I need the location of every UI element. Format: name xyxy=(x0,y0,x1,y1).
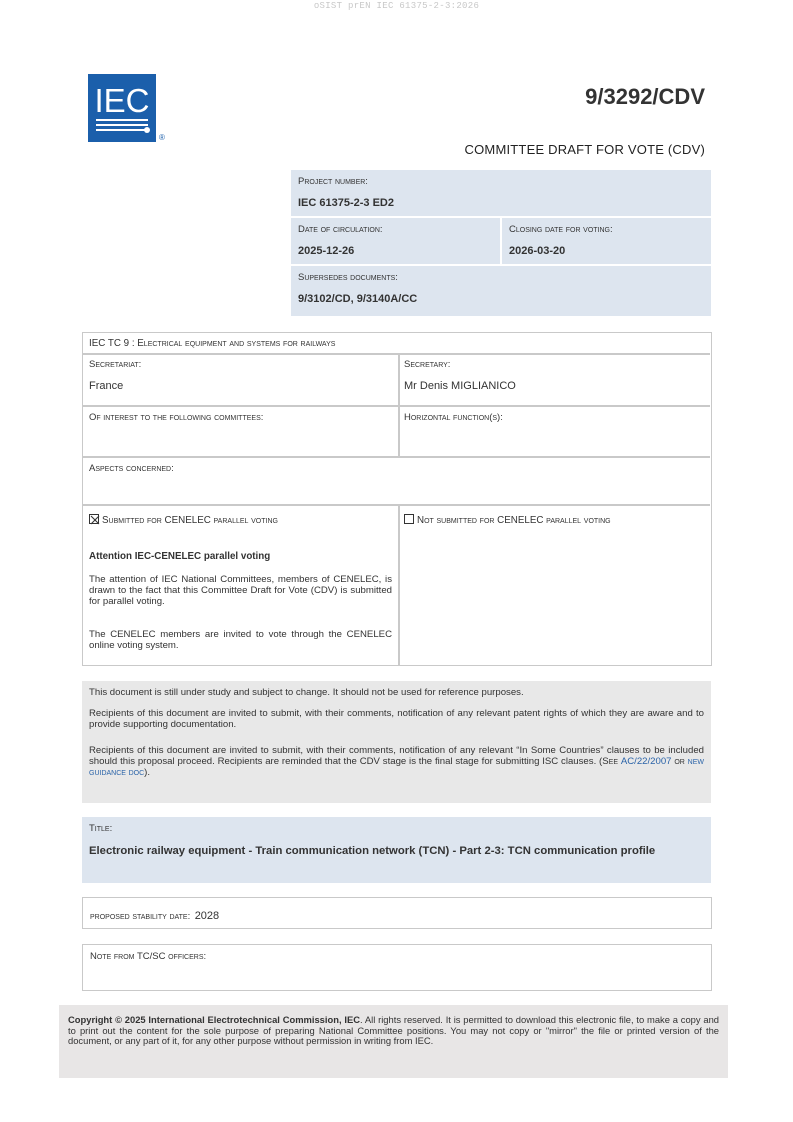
officers-note-label: Note from TC/SC officers: xyxy=(90,951,207,962)
attention-paragraph-1: The attention of IEC National Committees, members of CENELEC, is drawn to the fact that this Committee Draft for Vote (CDV) is submitted for parallel voting. xyxy=(89,574,392,607)
stability-date-value: 2028 xyxy=(194,910,220,922)
closing-date-label: Closing date for voting: xyxy=(509,224,613,235)
registered-mark: ® xyxy=(159,133,165,142)
copyright-text xyxy=(68,1015,719,1047)
stability-date-label: proposed stability date: xyxy=(90,911,191,922)
secretary-cell xyxy=(404,359,516,392)
submitted-label: Submitted for CENELEC parallel voting xyxy=(102,515,278,526)
committee-table xyxy=(82,332,712,666)
secretariat-value: France xyxy=(89,380,124,392)
iec-logo xyxy=(88,74,156,142)
notice-paragraph-3-text: Recipients of this document are invited to submit, with their comments, notification of any relevant “In Some Countries” clauses to be included should this proposal proceed. Recipients are reminded that the CDV stage is the final stage for submitting ISC clauses. ( xyxy=(89,745,704,767)
notice-or: or xyxy=(674,756,685,767)
project-number-value: IEC 61375-2-3 ED2 xyxy=(298,197,394,209)
attention-paragraph-2: The CENELEC members are invited to vote through the CENELEC online voting system. xyxy=(89,629,392,651)
notice-box xyxy=(82,681,711,803)
attention-title: Attention IEC-CENELEC parallel voting xyxy=(89,551,271,562)
project-number-label: Project number: xyxy=(298,176,368,187)
document-type: COMMITTEE DRAFT FOR VOTE (CDV) xyxy=(464,142,705,157)
officers-note-box xyxy=(82,944,712,991)
submitted-parallel-voting[interactable] xyxy=(89,514,278,526)
notice-close: ). xyxy=(144,767,151,778)
logo-text: IEC xyxy=(94,82,150,119)
circulation-date-value: 2025-12-26 xyxy=(298,245,355,257)
document-title: Electronic railway equipment - Train communication network (TCN) - Part 2-3: TCN communication profile xyxy=(89,845,656,857)
title-label: Title: xyxy=(89,823,113,834)
submitted-checkbox[interactable] xyxy=(89,514,99,524)
notice-see: See xyxy=(602,756,618,767)
notice-paragraph-3 xyxy=(89,745,704,778)
ac-22-2007-link[interactable]: AC/22/2007 xyxy=(620,756,672,767)
secretary-value: Mr Denis MIGLIANICO xyxy=(404,380,516,392)
horizontal-function-label: Horizontal function(s): xyxy=(404,412,503,423)
interest-committees-label: Of interest to the following committees: xyxy=(89,412,264,423)
circulation-date-label: Date of circulation: xyxy=(298,224,383,235)
notice-paragraph-2: Recipients of this document are invited to submit, with their comments, notification of any relevant patent rights of which they are aware and to provide supporting documentation. xyxy=(89,708,704,730)
secretariat-cell xyxy=(89,359,141,392)
copyright-box xyxy=(59,1005,728,1078)
not-submitted-checkbox[interactable] xyxy=(404,514,414,524)
copyright-statement: . All rights reserved. It is permitted to download this electronic file, to make a copy and to print out the content for the sole purpose of preparing National Committee positions. You may not copy or "mirror" the file or printed version of the document, or any part of it, for any other purpose without permission in writing from IEC. xyxy=(68,1014,720,1046)
new-guidance-doc-link[interactable]: new guidance doc xyxy=(89,756,704,778)
project-number-box xyxy=(291,170,711,216)
not-submitted-parallel-voting[interactable] xyxy=(404,514,611,526)
supersedes-value: 9/3102/CD, 9/3140A/CC xyxy=(298,293,418,305)
closing-date-value: 2026-03-20 xyxy=(509,245,566,257)
copyright-holder: Copyright © 2025 International Electrotechnical Commission, IEC xyxy=(68,1014,360,1025)
secretary-label: Secretary: xyxy=(404,359,451,370)
closing-date-box xyxy=(502,218,711,264)
not-submitted-label: Not submitted for CENELEC parallel voting xyxy=(417,515,611,526)
aspects-concerned-label: Aspects concerned: xyxy=(89,463,174,474)
circulation-date-box xyxy=(291,218,500,264)
secretariat-label: Secretariat: xyxy=(89,359,142,370)
title-box xyxy=(82,817,711,883)
watermark: oSIST prEN IEC 61375-2-3:2026 xyxy=(313,1,480,11)
stability-date-box xyxy=(82,897,712,929)
notice-paragraph-1: This document is still under study and subject to change. It should not be used for reference purposes. xyxy=(89,687,524,698)
technical-committee: IEC TC 9 : Electrical equipment and systems for railways xyxy=(89,338,336,349)
supersedes-label: Supersedes documents: xyxy=(298,272,398,283)
document-id: 9/3292/CDV xyxy=(585,84,705,109)
supersedes-box xyxy=(291,266,711,316)
